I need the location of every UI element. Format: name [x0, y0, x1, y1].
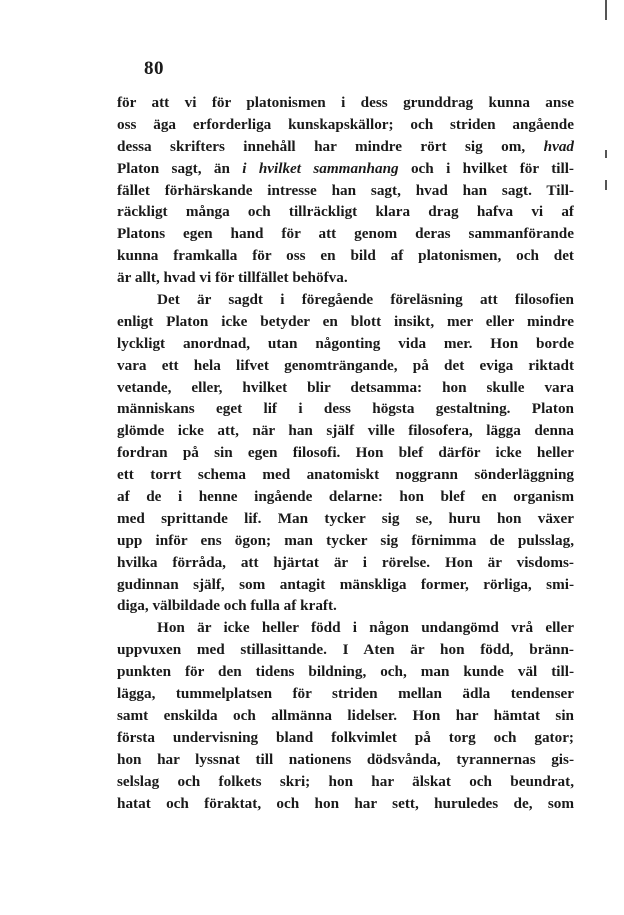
text-line-content: upp inför ens ögon; man tycker sig förnimma de pulsslag, — [117, 531, 574, 549]
body-text — [117, 92, 574, 814]
text-line — [117, 420, 574, 442]
text-line-content: hon har lyssnat till nationens dödsvånda, tyrannernas gis- — [117, 750, 574, 768]
text-line-content: vara ett hela lifvet genomträngande, på det eviga riktadt — [117, 356, 574, 374]
text-line-content: lägga, tummelplatsen för striden mellan ädla tendenser — [117, 685, 574, 703]
text-line-content: är allt, hvad vi för tillfället behöfva. — [117, 269, 348, 287]
text-line — [117, 574, 574, 596]
text-line-content: selslag och folkets skri; hon har älskat och beundrat, — [117, 772, 574, 790]
text-line-content: fordran på sin egen filosofi. Hon blef därför icke heller — [117, 444, 574, 462]
text-line — [117, 398, 574, 420]
text-line — [117, 617, 574, 639]
text-line-content: enligt Platon icke betyder en blott insikt, mer eller mindre — [117, 312, 574, 330]
text-line — [117, 311, 574, 333]
text-line — [117, 705, 574, 727]
text-line — [117, 793, 574, 815]
text-line-content: lyckligt anordnad, utan någonting vida mer. Hon borde — [117, 334, 574, 352]
text-line — [117, 180, 574, 202]
text-line-content: ett torrt schema med anatomiskt noggrann sönderläggning — [117, 466, 574, 484]
text-line-content: för att vi för platonismen i dess grunddrag kunna anse — [117, 94, 574, 111]
text-line — [117, 223, 574, 245]
text-line-content: vetande, eller, hvilket blir detsamma: hon skulle vara — [117, 378, 574, 396]
text-line — [117, 464, 574, 486]
text-line-content: hatat och föraktat, och hon har sett, huruledes de, som — [117, 794, 574, 812]
text-line-content: oss äga erforderliga kunskapskällor; och striden angående — [117, 115, 574, 133]
text-line — [117, 442, 574, 464]
text-line — [117, 267, 574, 289]
text-line-content: Det är sagdt i föregående föreläsning att filosofien — [157, 291, 574, 309]
text-line — [117, 377, 574, 399]
text-line — [117, 486, 574, 508]
text-line-content: glömde icke att, när han själf ville filosofera, lägga denna — [117, 422, 574, 440]
text-line — [117, 355, 574, 377]
page-edge-mark — [605, 180, 607, 190]
text-line-content: af de i henne ingående delarne: hon blef en organism — [117, 488, 574, 506]
text-line-content: räckligt många och tillräckligt klara drag hafva vi af — [117, 203, 574, 221]
text-line — [117, 333, 574, 355]
text-line-content: fället förhärskande intresse han sagt, hvad han sagt. Till- — [117, 181, 574, 199]
text-line-content: första undervisning bland folkvimlet på torg och gator; — [117, 728, 574, 746]
italic-phrase: hvad — [543, 137, 574, 155]
text-line — [117, 552, 574, 574]
page-number: 80 — [144, 58, 164, 79]
text-line-content: hvilka förråda, att hjärtat är i rörelse. Hon är visdoms- — [117, 553, 574, 571]
text-line-content: samt enskilda och allmänna lidelser. Hon har hämtat sin — [117, 706, 574, 724]
text-line — [117, 639, 574, 661]
text-line-content: Hon är icke heller född i någon undangömd vrå eller — [157, 619, 574, 637]
text-line-content: punkten för den tidens bildning, och, man kunde väl till- — [117, 663, 574, 681]
text-line — [117, 289, 574, 311]
text-line-content: Platons egen hand för att genom deras sammanförande — [117, 225, 574, 243]
text-line — [117, 245, 574, 267]
text-line-content: kunna framkalla för oss en bild af platonismen, och det — [117, 247, 574, 265]
text-line — [117, 158, 574, 180]
text-line-content: dessa skrifters innehåll har mindre rört sig om, — [117, 137, 544, 155]
text-line — [117, 595, 574, 617]
text-line-content: människans eget lif i dess högsta gestaltning. Platon — [117, 400, 574, 418]
page-edge-mark — [605, 150, 607, 158]
text-line-content: med sprittande lif. Man tycker sig se, huru hon växer — [117, 509, 574, 527]
text-line — [117, 771, 574, 793]
text-line — [117, 683, 574, 705]
text-line-content: Platon sagt, än — [117, 159, 243, 177]
text-line-content: uppvuxen med stillasittande. I Aten är hon född, bränn- — [117, 641, 574, 659]
text-line — [117, 530, 574, 552]
page-edge-mark — [605, 0, 607, 20]
text-line — [117, 508, 574, 530]
text-line — [117, 727, 574, 749]
text-line — [117, 136, 574, 158]
text-line-content: gudinnan själf, som antagit mänskliga former, rörliga, smi- — [117, 575, 574, 593]
text-line — [117, 114, 574, 136]
text-line — [117, 201, 574, 223]
text-line-content: diga, välbildade och fulla af kraft. — [117, 597, 337, 615]
text-line — [117, 661, 574, 683]
text-line — [117, 92, 574, 114]
italic-phrase: i hvilket sammanhang — [242, 159, 399, 177]
text-line-continuation: och i hvilket för till- — [398, 159, 574, 177]
text-line — [117, 749, 574, 771]
